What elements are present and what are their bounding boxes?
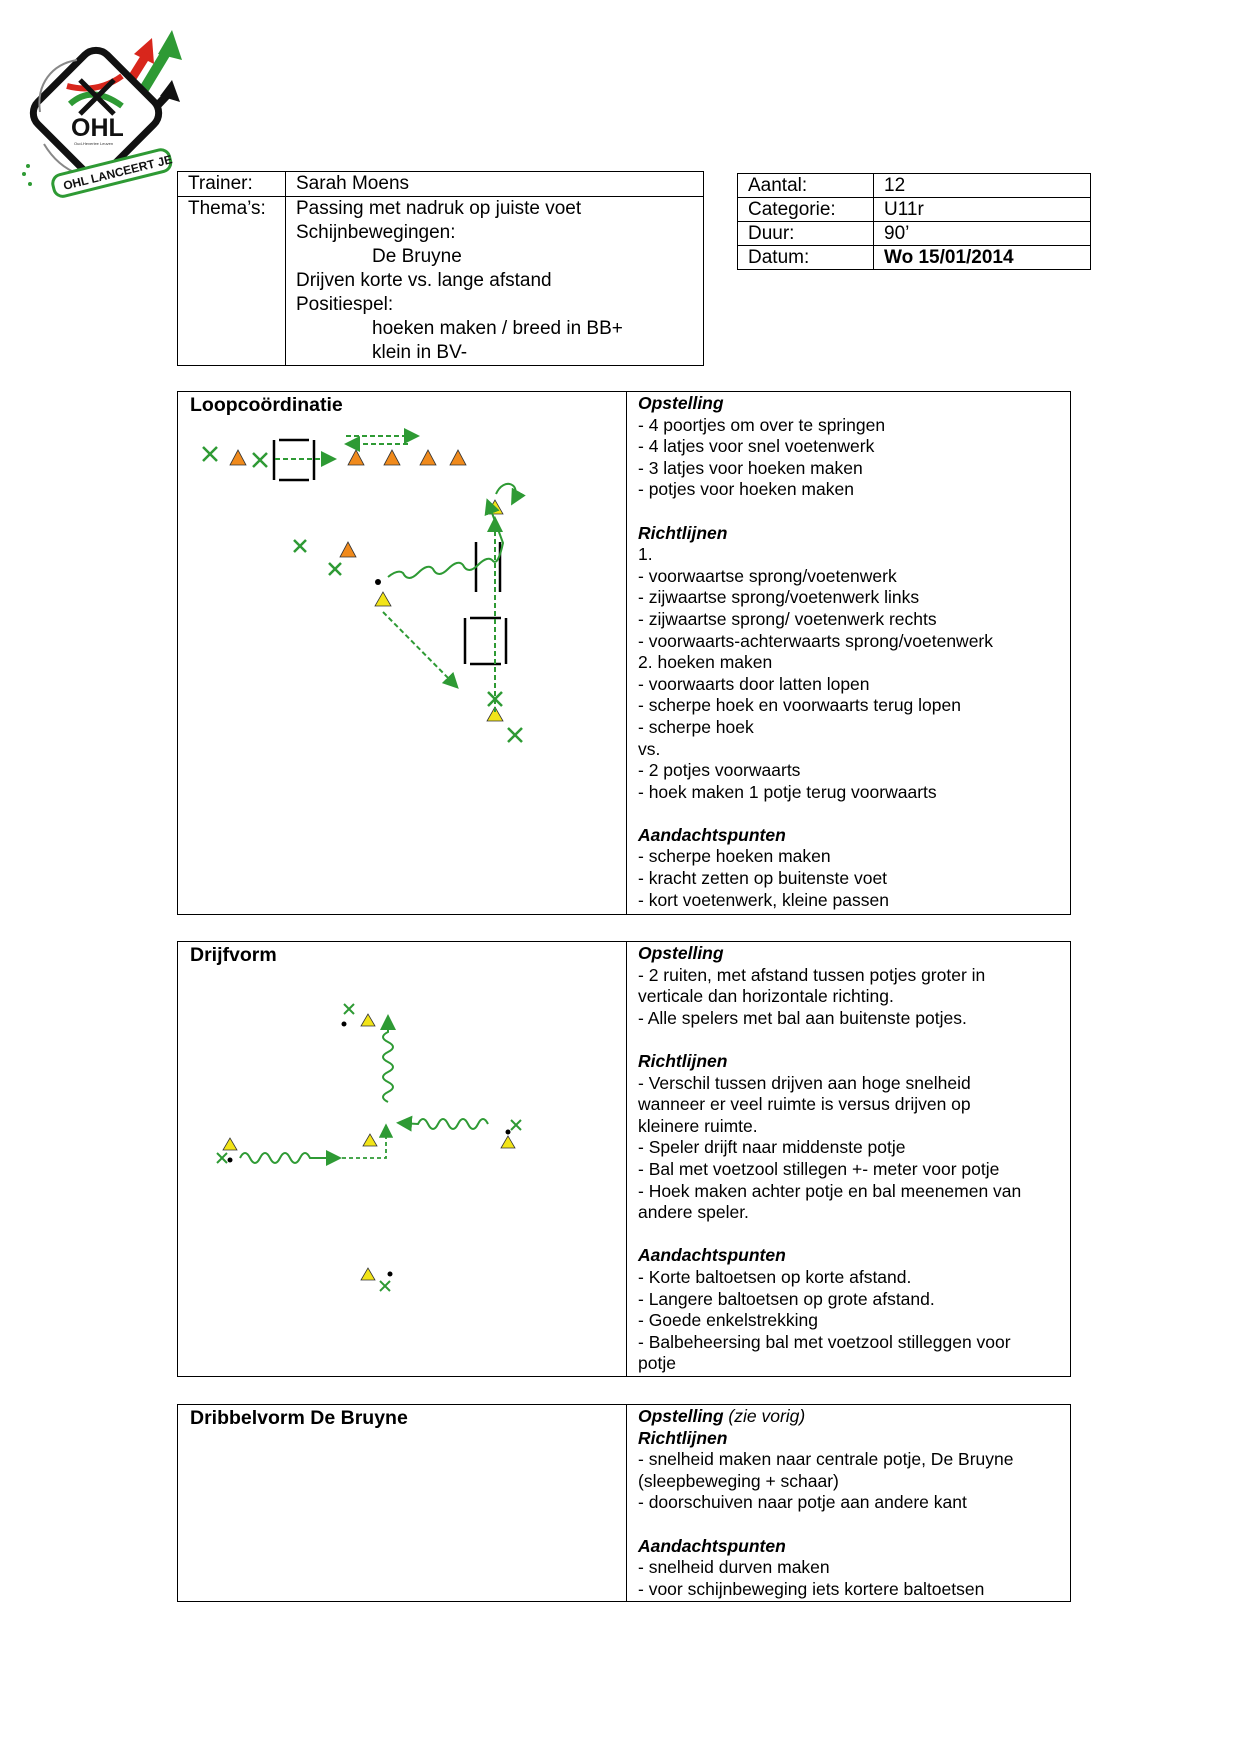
meta-value: 90’ xyxy=(874,222,1091,246)
logo-ohl-text: OHL xyxy=(71,114,124,142)
meta-row-duur xyxy=(738,222,1091,246)
subheading xyxy=(638,1245,1058,1267)
instruction-line: kleinere ruimte. xyxy=(638,1115,758,1136)
subheading xyxy=(638,1051,1058,1073)
instruction-line: potje xyxy=(638,1353,676,1374)
subheading-text: Aandachtspunten xyxy=(638,1245,786,1266)
subheading-text: Richtlijnen xyxy=(638,1050,728,1071)
instruction-line: - 4 poortjes om over te springen xyxy=(638,414,886,435)
meta-label: Datum: xyxy=(738,246,874,270)
instruction-line: 2. hoeken maken xyxy=(638,652,773,673)
subheading-text: Aandachtspunten xyxy=(638,824,786,845)
instruction-line: - scherpe hoek en voorwaarts terug lopen xyxy=(638,695,961,716)
instruction-line: - Verschil tussen drijven aan hoge snelheid xyxy=(638,1072,971,1093)
instruction-line: 1. xyxy=(638,544,653,565)
instruction-line: - 2 potjes voorwaarts xyxy=(638,760,801,781)
instruction-line: - Bal met voetzool stillegen +- meter voor potje xyxy=(638,1158,1000,1179)
spacer xyxy=(638,1514,1058,1536)
instruction-line: verticale dan horizontale richting. xyxy=(638,986,894,1007)
logo-subtext: Oud-Heverlee Leuven xyxy=(74,141,114,146)
meta-label: Duur: xyxy=(738,222,874,246)
subheading xyxy=(638,1536,1058,1558)
instruction-line: - 4 latjes voor snel voetenwerk xyxy=(638,436,875,457)
subheading-text: Opstelling xyxy=(638,1406,724,1426)
instruction-line: - voor schijnbeweging iets kortere baltoetsen xyxy=(638,1578,985,1599)
trainer-info-table xyxy=(177,171,704,366)
instruction-line: - snelheid durven maken xyxy=(638,1557,830,1578)
trainer-name: Sarah Moens xyxy=(286,172,704,197)
instruction-line: - voorwaarts-achterwaarts sprong/voetenwerk xyxy=(638,630,994,651)
instruction-line: - kort voetenwerk, kleine passen xyxy=(638,889,889,910)
subheading xyxy=(638,393,1058,415)
subheading xyxy=(638,523,1058,545)
section-dribbelvorm xyxy=(177,1404,1071,1602)
loopcoordinatie-diagram xyxy=(178,392,626,912)
instruction-line: - scherpe hoek xyxy=(638,716,754,737)
instruction-line: andere speler. xyxy=(638,1202,749,1223)
theme-item: Positiespel: xyxy=(296,294,394,315)
instruction-line: vs. xyxy=(638,738,661,759)
spacer xyxy=(638,803,1058,825)
section-title: Dribbelvorm De Bruyne xyxy=(190,1407,408,1429)
spacer xyxy=(638,1224,1058,1246)
instruction-line: - Balbeheersing bal met voetzool stilleggen voor xyxy=(638,1331,1011,1352)
themes-label: Thema’s: xyxy=(178,197,286,366)
instruction-line: - kracht zetten op buitenste voet xyxy=(638,868,888,889)
instruction-line: - 2 ruiten, met afstand tussen potjes groter in xyxy=(638,964,986,985)
instruction-line: - Speler drijft naar middenste potje xyxy=(638,1137,906,1158)
instruction-line: (sleepbeweging + schaar) xyxy=(638,1470,839,1491)
themes-list xyxy=(286,197,704,366)
subheading-text: Opstelling xyxy=(638,393,724,413)
subheading-text: Aandachtspunten xyxy=(638,1535,786,1556)
instruction-line: - Goede enkelstrekking xyxy=(638,1310,818,1331)
session-meta-table xyxy=(737,173,1091,270)
instruction-line: - potjes voor hoeken maken xyxy=(638,479,854,500)
theme-item: De Bruyne xyxy=(372,246,462,267)
theme-item: Schijnbewegingen: xyxy=(296,222,456,243)
spacer xyxy=(638,501,1058,523)
subheading-note: (zie vorig) xyxy=(723,1406,806,1426)
instruction-line: - doorschuiven naar potje aan andere kant xyxy=(638,1492,967,1513)
subheading xyxy=(638,1406,1058,1428)
subheading xyxy=(638,1428,1058,1450)
theme-item: Passing met nadruk op juiste voet xyxy=(296,198,582,219)
instruction-line: - Hoek maken achter potje en bal meenemen van xyxy=(638,1180,1022,1201)
section-diagram-cell xyxy=(178,942,627,1376)
section-title: Drijfvorm xyxy=(190,944,277,966)
instruction-line: - voorwaarts door latten lopen xyxy=(638,673,870,694)
section-loopcoordinatie xyxy=(177,391,1071,915)
ohl-logo-graphic xyxy=(22,24,197,199)
instruction-line: - zijwaartse sprong/voetenwerk links xyxy=(638,587,920,608)
logo-slogan: OHL LANCEERT JE xyxy=(61,152,174,193)
meta-value: 12 xyxy=(874,174,1091,198)
instruction-line: wanneer er veel ruimte is versus drijven op xyxy=(638,1094,971,1115)
club-logo xyxy=(22,24,197,199)
subheading xyxy=(638,943,1058,965)
meta-value: Wo 15/01/2014 xyxy=(874,246,1091,270)
subheading-text: Richtlijnen xyxy=(638,1427,728,1448)
instruction-line: - voorwaartse sprong/voetenwerk xyxy=(638,565,897,586)
section-text-cell xyxy=(626,1405,1070,1600)
section-drijfvorm xyxy=(177,941,1071,1377)
meta-row-aantal xyxy=(738,174,1091,198)
instruction-line: - Alle spelers met bal aan buitenste potjes. xyxy=(638,1007,967,1028)
section-title: Loopcoördinatie xyxy=(190,394,343,416)
instruction-line: - snelheid maken naar centrale potje, De Bruyne xyxy=(638,1449,1014,1470)
subheading-text: Opstelling xyxy=(638,943,724,963)
instruction-line: - Langere baltoetsen op grote afstand. xyxy=(638,1288,935,1309)
instruction-line: - scherpe hoeken maken xyxy=(638,846,831,867)
subheading-text: Richtlijnen xyxy=(638,522,728,543)
section-text-cell xyxy=(626,392,1070,911)
instruction-line: - zijwaartse sprong/ voetenwerk rechts xyxy=(638,608,937,629)
drijfvorm-diagram xyxy=(178,942,626,1372)
theme-item: hoeken maken / breed in BB+ xyxy=(372,318,623,339)
theme-item: Drijven korte vs. lange afstand xyxy=(296,270,552,291)
meta-value: U11r xyxy=(874,198,1091,222)
trainer-label: Trainer: xyxy=(178,172,286,197)
instruction-line: - hoek maken 1 potje terug voorwaarts xyxy=(638,781,937,802)
instruction-line: - Korte baltoetsen op korte afstand. xyxy=(638,1266,912,1287)
section-text-cell xyxy=(626,942,1070,1375)
section-diagram-cell xyxy=(178,1405,627,1601)
meta-row-categorie xyxy=(738,198,1091,222)
theme-item: klein in BV- xyxy=(372,342,468,363)
subheading xyxy=(638,825,1058,847)
section-diagram-cell xyxy=(178,392,627,914)
instruction-line: - 3 latjes voor hoeken maken xyxy=(638,457,863,478)
spacer xyxy=(638,1029,1058,1051)
meta-label: Aantal: xyxy=(738,174,874,198)
meta-row-datum xyxy=(738,246,1091,270)
meta-label: Categorie: xyxy=(738,198,874,222)
